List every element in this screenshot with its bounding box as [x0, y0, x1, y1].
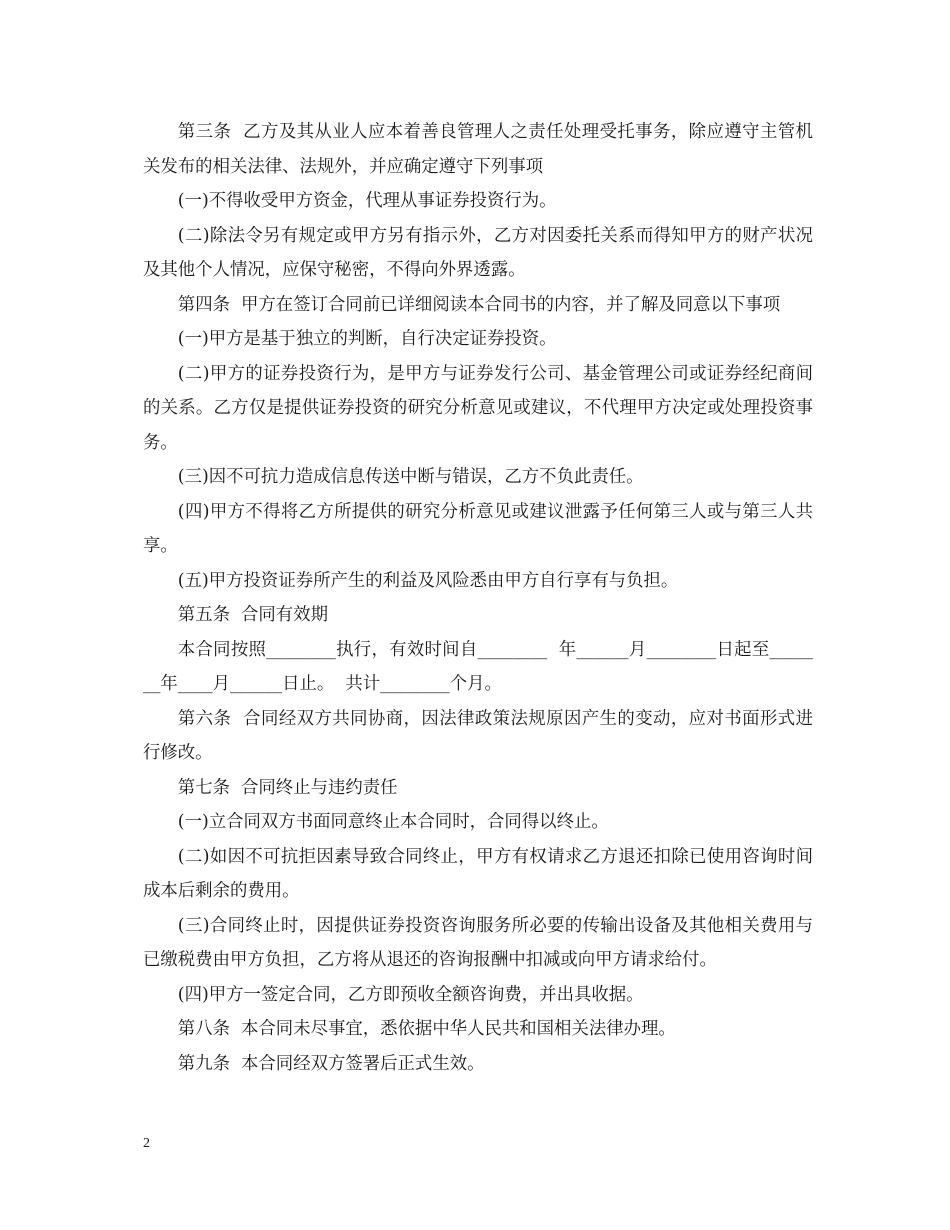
- article-8: 第八条 本合同未尽事宜，悉依据中华人民共和国相关法律办理。: [177, 1019, 676, 1039]
- page-number: 2: [143, 1136, 150, 1151]
- article-4-item-5: (五)甲方投资证券所产生的利益及风险悉由甲方自行享有与负担。: [177, 570, 679, 591]
- article-4-item-3: (三)因不可抗力造成信息传送中断与错误，乙方不负此责任。: [177, 467, 644, 487]
- article-5: 第五条 合同有效期: [177, 605, 328, 625]
- document-body: [143, 115, 813, 1081]
- article-4-item-2: (二)甲方的证券投资行为，是甲方与证券发行公司、基金管理公司或证券经纪商间的关系。乙方仅是提供证券投资的研究分析意见或建议，不代理甲方决定或处理投资事务。: [143, 363, 813, 453]
- article-5-term: 本合同按照________执行，有效时间自________ 年______月________日起至_______年____月______日止。 共计________个月。: [143, 639, 813, 694]
- article-4: 第四条 甲方在签订合同前已详细阅读本合同书的内容，并了解及同意以下事项: [177, 294, 781, 315]
- article-6: 第六条 合同经双方共同协商，因法律政策法规原因产生的变动，应对书面形式进行修改。: [143, 708, 813, 763]
- article-7-item-2: (二)如因不可抗拒因素导致合同终止，甲方有权请求乙方退还扣除已使用咨询时间成本后剩余的费用。: [143, 846, 813, 901]
- article-7-item-1: (一)立合同双方书面同意终止本合同时，合同得以终止。: [177, 812, 609, 832]
- article-4-item-4: (四)甲方不得将乙方所提供的研究分析意见或建议泄露予任何第三人或与第三人共享。: [143, 501, 813, 556]
- article-4-item-1: (一)甲方是基于独立的判断，自行决定证券投资。: [177, 329, 557, 349]
- article-7-item-3: (三)合同终止时，因提供证券投资咨询服务所必要的传输出设备及其他相关费用与已缴税费由甲方负担，乙方将从退还的咨询报酬中扣减或向甲方请求给付。: [143, 915, 813, 970]
- article-7-item-4: (四)甲方一签定合同，乙方即预收全额咨询费，并出具收据。: [177, 984, 644, 1005]
- article-7: 第七条 合同终止与违约责任: [177, 777, 398, 798]
- article-3-item-2: (二)除法令另有规定或甲方另有指示外，乙方对因委托关系而得知甲方的财产状况及其他个人情况，应保守秘密，不得向外界透露。: [143, 225, 813, 280]
- article-3: 第三条 乙方及其从业人应本着善良管理人之责任处理受托事务，除应遵守主管机关发布的相关法律、法规外，并应确定遵守下列事项: [143, 122, 813, 177]
- article-9: 第九条 本合同经双方签署后正式生效。: [177, 1053, 485, 1074]
- article-3-item-1: (一)不得收受甲方资金，代理从事证券投资行为。: [177, 191, 557, 211]
